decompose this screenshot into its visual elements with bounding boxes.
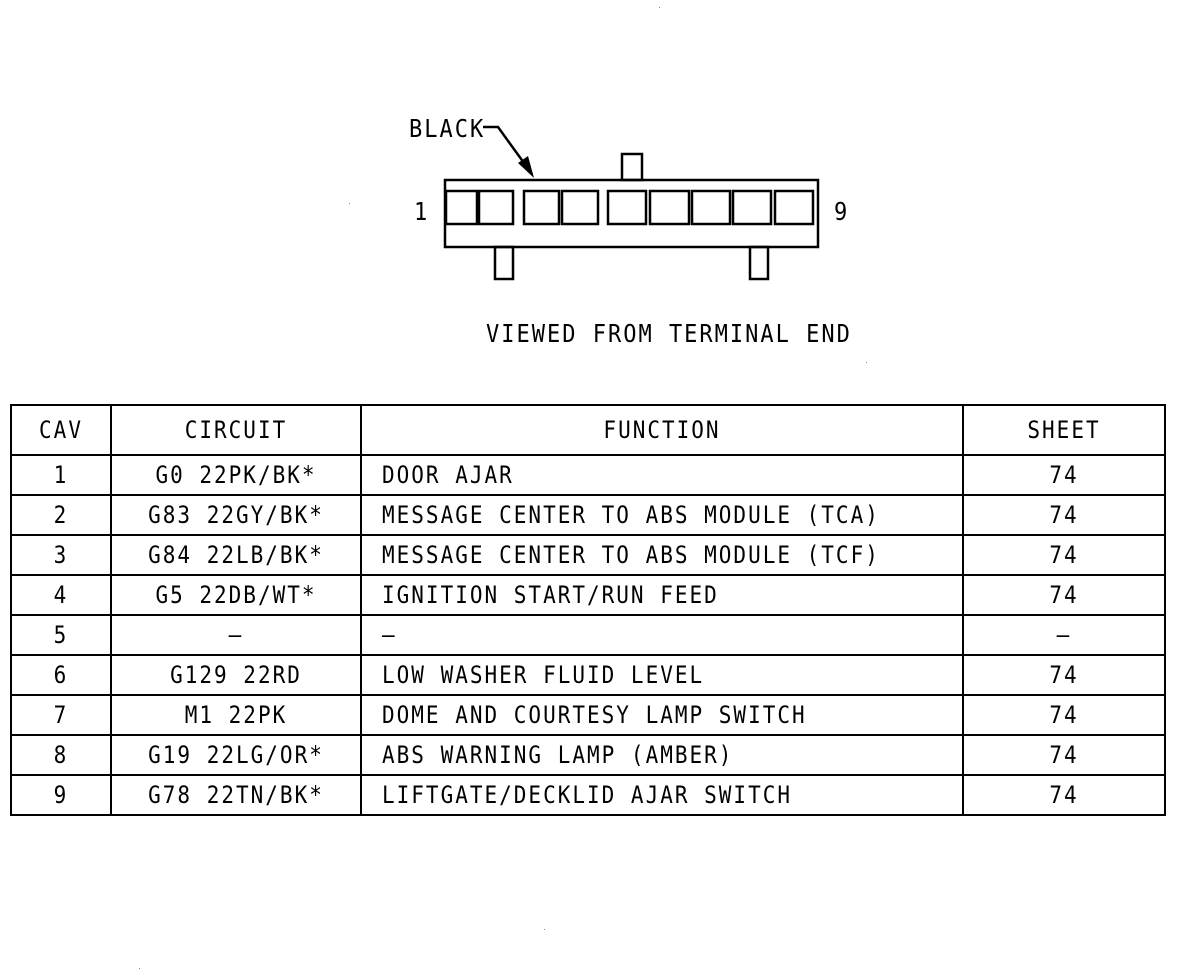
scan-speck xyxy=(544,929,545,930)
table-row xyxy=(11,535,1165,575)
sheet-cell: 74 xyxy=(963,535,1165,575)
cav-cell: 4 xyxy=(11,575,111,615)
circuit-cell: G83 22GY/BK* xyxy=(111,495,361,535)
sheet-cell: 74 xyxy=(963,575,1165,615)
cav-cell: 2 xyxy=(11,495,111,535)
cavity-8 xyxy=(733,191,771,224)
circuit-cell: M1 22PK xyxy=(111,695,361,735)
cav-cell: 9 xyxy=(11,775,111,815)
header-function: FUNCTION xyxy=(361,405,963,455)
cav-cell: 3 xyxy=(11,535,111,575)
circuit-cell: G19 22LG/OR* xyxy=(111,735,361,775)
scan-speck xyxy=(349,203,350,204)
scan-speck xyxy=(866,362,867,363)
scan-speck xyxy=(139,968,140,969)
cav-cell: 7 xyxy=(11,695,111,735)
pin-number-last: 9 xyxy=(834,198,850,227)
cavity-5 xyxy=(608,191,646,224)
sheet-cell: — xyxy=(963,615,1165,655)
function-cell: DOME AND COURTESY LAMP SWITCH xyxy=(361,695,963,735)
cav-cell: 5 xyxy=(11,615,111,655)
view-caption: VIEWED FROM TERMINAL END xyxy=(486,320,852,349)
header-cav: CAV xyxy=(11,405,111,455)
table-row xyxy=(11,615,1165,655)
cavity-7 xyxy=(692,191,730,224)
cavity-1 xyxy=(446,191,477,224)
table-row xyxy=(11,775,1165,815)
header-sheet: SHEET xyxy=(963,405,1165,455)
table-row xyxy=(11,735,1165,775)
function-cell: IGNITION START/RUN FEED xyxy=(361,575,963,615)
connector-color-label: BLACK xyxy=(409,115,486,144)
cavity-3 xyxy=(524,191,559,224)
sheet-cell: 74 xyxy=(963,695,1165,735)
circuit-cell: G78 22TN/BK* xyxy=(111,775,361,815)
pinout-table xyxy=(10,404,1166,816)
function-cell: ABS WARNING LAMP (AMBER) xyxy=(361,735,963,775)
table-row xyxy=(11,655,1165,695)
function-cell: DOOR AJAR xyxy=(361,455,963,495)
circuit-cell: G84 22LB/BK* xyxy=(111,535,361,575)
function-cell: LOW WASHER FLUID LEVEL xyxy=(361,655,963,695)
table-header-row xyxy=(11,405,1165,455)
cavity-2 xyxy=(479,191,513,224)
cavity-4 xyxy=(562,191,598,224)
sheet-cell: 74 xyxy=(963,655,1165,695)
cav-cell: 8 xyxy=(11,735,111,775)
circuit-cell: G129 22RD xyxy=(111,655,361,695)
cavity-9 xyxy=(775,191,813,224)
table-row xyxy=(11,455,1165,495)
cavity-6 xyxy=(650,191,689,224)
connector-latch-top xyxy=(622,154,642,180)
cav-cell: 6 xyxy=(11,655,111,695)
connector-key-right xyxy=(750,247,768,279)
header-circuit: CIRCUIT xyxy=(111,405,361,455)
sheet-cell: 74 xyxy=(963,775,1165,815)
scan-speck xyxy=(659,7,660,8)
pin-number-first: 1 xyxy=(414,198,430,227)
cav-cell: 1 xyxy=(11,455,111,495)
connector-key-left xyxy=(495,247,513,279)
circuit-cell: G5 22DB/WT* xyxy=(111,575,361,615)
function-cell: MESSAGE CENTER TO ABS MODULE (TCA) xyxy=(361,495,963,535)
table-row xyxy=(11,575,1165,615)
sheet-cell: 74 xyxy=(963,735,1165,775)
sheet-cell: 74 xyxy=(963,455,1165,495)
table-row xyxy=(11,495,1165,535)
sheet-cell: 74 xyxy=(963,495,1165,535)
function-cell: — xyxy=(361,615,963,655)
table-row xyxy=(11,695,1165,735)
circuit-cell: — xyxy=(111,615,361,655)
function-cell: MESSAGE CENTER TO ABS MODULE (TCF) xyxy=(361,535,963,575)
function-cell: LIFTGATE/DECKLID AJAR SWITCH xyxy=(361,775,963,815)
circuit-cell: G0 22PK/BK* xyxy=(111,455,361,495)
